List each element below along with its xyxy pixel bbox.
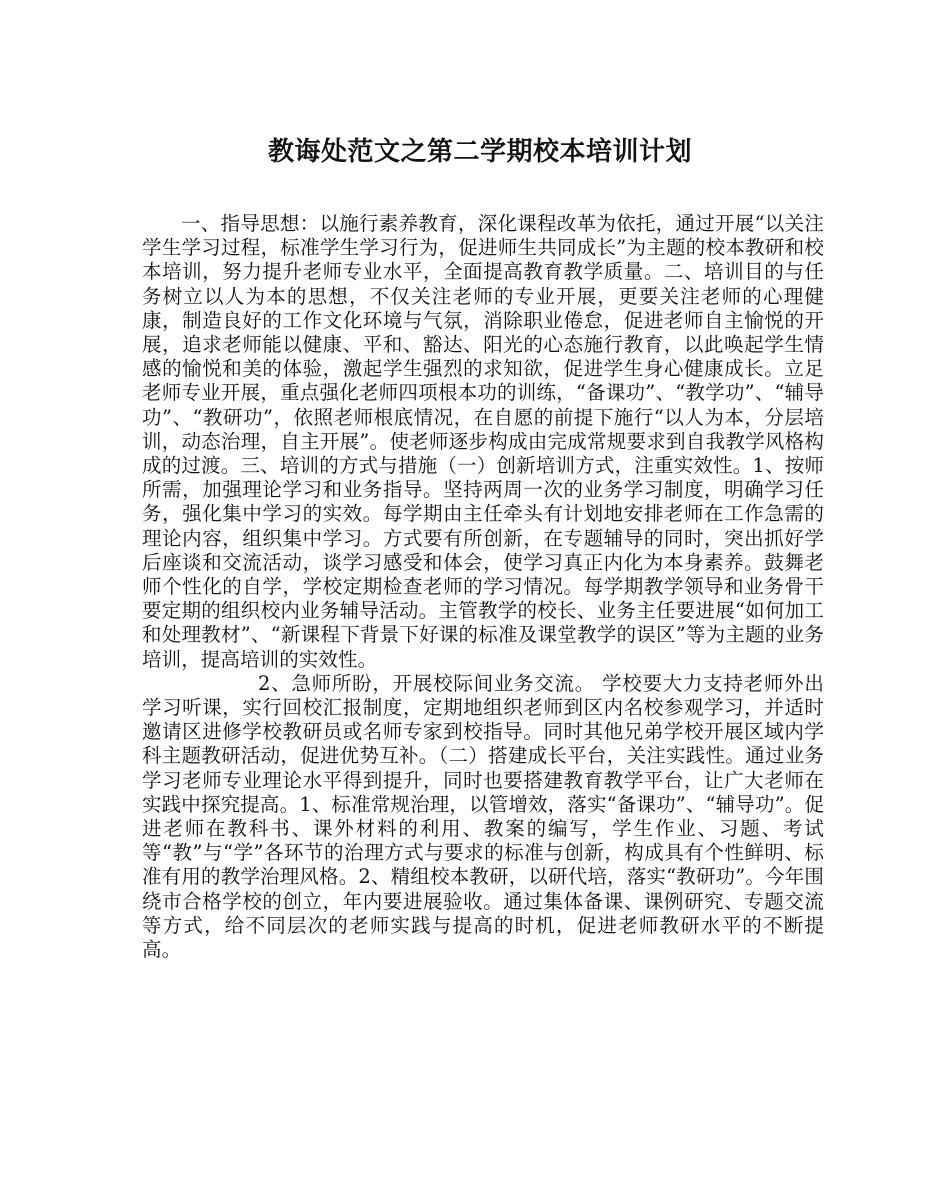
document-title: 教诲处范文之第二学期校本培训计划 <box>267 137 692 167</box>
body-paragraph-2: 2、急师所盼，开展校际间业务交流。 学校要大力支持老师外出学习听课，实行回校汇报制度，定期地组织老师到区内名校参观学习，并适时邀请区进修学校教研员或名师专家到校指导。同时其他兄弟学校开展区域内学科主题教研活动，促进优势互补。（二）搭建成长平台，关注实践性。通过业务学习老师专业理论水平得到提升，同时也要搭建教育教学平台，让广大老师在实践中探究提高。1、标准常规治理，以管增效，落实“备课功”、“辅导功”。促进老师在教科书、课外材料的利用、教案的编写，学生作业、习题、考试等“教”与“学”各环节的治理方式与要求的标准与创新，构成具有个性鲜明、标准有用的教学治理风格。2、精组校本教研，以研代培，落实“教研功”。今年围绕市合格学校的创立，年内要进展验收。通过集体备课、课例研究、专题交流等方式，给不同层次的老师实践与提高的时机，促进老师教研水平的不断提高。 <box>142 671 824 962</box>
document-body <box>142 212 824 962</box>
body-paragraph-1: 一、指导思想：以施行素养教育，深化课程改革为依托，通过开展“以关注学生学习过程，标准学生学习行为，促进师生共同成长”为主题的校本教研和校本培训，努力提升老师专业水平，全面提高教育教学质量。二、培训目的与任务树立以人为本的思想，不仅关注老师的专业开展，更要关注老师的心理健康，制造良好的工作文化环境与气氛，消除职业倦怠，促进老师自主愉悦的开展，追求老师能以健康、平和、豁达、阳光的心态施行教育，以此唤起学生情感的愉悦和美的体验，激起学生强烈的求知欲，促进学生身心健康成长。立足老师专业开展，重点强化老师四项根本功的训练，“备课功”、“教学功”、“辅导功”、“教研功”，依照老师根底情况，在自愿的前提下施行“以人为本，分层培训，动态治理，自主开展”。使老师逐步构成由完成常规要求到自我教学风格构成的过渡。三、培训的方式与措施（一）创新培训方式，注重实效性。1、按师所需，加强理论学习和业务指导。坚持两周一次的业务学习制度，明确学习任务，强化集中学习的实效。每学期由主任牵头有计划地安排老师在工作急需的理论内容，组织集中学习。方式要有所创新，在专题辅导的同时，突出抓好学后座谈和交流活动，谈学习感受和体会，使学习真正内化为本身素养。鼓舞老师个性化的自学，学校定期检查老师的学习情况。每学期教学领导和业务骨干要定期的组织校内业务辅导活动。主管教学的校长、业务主任要进展“如何加工和处理教材”、“新课程下背景下好课的标准及课堂教学的误区”等为主题的业务培训，提高培训的实效性。 <box>142 212 824 671</box>
